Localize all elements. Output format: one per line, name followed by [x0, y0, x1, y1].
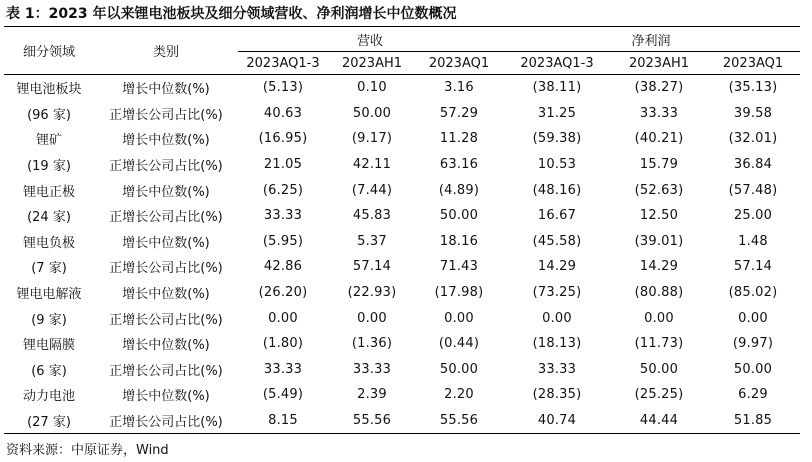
segment-cell: 锂电负极 [22, 235, 75, 251]
value-cell: 33.33 [352, 361, 392, 377]
value-cell: 0.00 [542, 310, 572, 326]
table-row [4, 152, 800, 178]
value-cell: 42.11 [352, 157, 392, 173]
value-cell: (4.89) [438, 182, 480, 198]
segment-cell: 锂电池板块 [16, 82, 82, 98]
segment-cell: 动力电池 [22, 389, 75, 405]
table-row [4, 177, 800, 203]
value-cell: 12.50 [639, 208, 679, 224]
value-cell: (28.35) [532, 387, 582, 403]
header-net-profit: 净利润 [502, 27, 800, 52]
value-cell: 45.83 [352, 208, 392, 224]
value-cell: (32.01) [728, 131, 778, 147]
value-cell: 57.14 [352, 259, 392, 275]
segment-cell: 锂电正极 [22, 184, 75, 200]
value-cell: 63.16 [439, 157, 479, 173]
value-cell: 5.37 [357, 233, 387, 249]
header-period: 2023AQ1 [428, 55, 490, 71]
value-cell: (5.49) [262, 387, 304, 403]
table-row [4, 305, 800, 331]
value-cell: (39.01) [634, 233, 684, 249]
value-cell: (11.73) [634, 336, 684, 352]
value-cell: (5.95) [262, 233, 304, 249]
header-period: 2023AH1 [628, 55, 690, 71]
value-cell: (16.95) [258, 131, 308, 147]
value-cell: (1.80) [262, 336, 304, 352]
category-cell: 增长中位数(%) [122, 184, 210, 200]
value-cell: 50.00 [639, 361, 679, 377]
category-cell: 增长中位数(%) [122, 287, 210, 303]
header-segment: 细分领域 [22, 45, 75, 60]
segment-cell: 锂电隔膜 [22, 338, 75, 354]
table-row [4, 203, 800, 229]
value-cell: (17.98) [434, 285, 484, 301]
header-category: 类别 [152, 45, 179, 60]
category-cell: 正增长公司占比(%) [109, 363, 223, 379]
value-cell: 0.10 [357, 80, 387, 96]
value-cell: 71.43 [439, 259, 479, 275]
table-row [4, 331, 800, 357]
table-row [4, 229, 800, 255]
value-cell: (57.48) [728, 182, 778, 198]
value-cell: (26.20) [258, 285, 308, 301]
value-cell: 15.79 [639, 157, 679, 173]
table-row [4, 382, 800, 408]
value-cell: 40.74 [537, 413, 577, 429]
value-cell: (45.58) [532, 233, 582, 249]
value-cell: (6.25) [262, 182, 304, 198]
segment-cell: (96 家) [27, 107, 71, 123]
value-cell: (18.13) [532, 336, 582, 352]
table-row [4, 408, 800, 434]
table-row [4, 126, 800, 152]
value-cell: 2.20 [444, 387, 474, 403]
table-row [4, 280, 800, 306]
value-cell: 18.16 [439, 233, 479, 249]
value-cell: (25.25) [634, 387, 684, 403]
value-cell: (5.13) [262, 80, 304, 96]
category-cell: 增长中位数(%) [122, 133, 210, 149]
value-cell: 55.56 [439, 413, 479, 429]
header-period: 2023AQ1-3 [520, 55, 594, 71]
segment-cell: 锂电电解液 [16, 287, 82, 303]
value-cell: 0.00 [268, 310, 298, 326]
value-cell: (52.63) [634, 182, 684, 198]
value-cell: 31.25 [537, 105, 577, 121]
value-cell: 0.00 [444, 310, 474, 326]
value-cell: 40.63 [263, 105, 303, 121]
value-cell: (80.88) [634, 285, 684, 301]
segment-cell: (6 家) [31, 363, 67, 379]
value-cell: 11.28 [439, 131, 479, 147]
value-cell: 44.44 [639, 413, 679, 429]
value-cell: 14.29 [537, 259, 577, 275]
value-cell: 51.85 [733, 413, 773, 429]
value-cell: 0.00 [644, 310, 674, 326]
value-cell: 57.29 [439, 105, 479, 121]
table-row [4, 75, 800, 101]
value-cell: 42.86 [263, 259, 303, 275]
value-cell: (1.36) [351, 336, 393, 352]
data-table [4, 26, 800, 434]
value-cell: (48.16) [532, 182, 582, 198]
value-cell: 36.84 [733, 157, 773, 173]
value-cell: (9.17) [351, 131, 393, 147]
value-cell: 1.48 [738, 233, 768, 249]
value-cell: (38.11) [532, 80, 582, 96]
category-cell: 正增长公司占比(%) [109, 159, 223, 175]
value-cell: 50.00 [733, 361, 773, 377]
header-period: 2023AQ1-3 [246, 55, 320, 71]
header-period: 2023AH1 [341, 55, 403, 71]
value-cell: 21.05 [263, 157, 303, 173]
value-cell: (0.44) [438, 336, 480, 352]
value-cell: 33.33 [263, 208, 303, 224]
value-cell: 0.00 [738, 310, 768, 326]
value-cell: 33.33 [639, 105, 679, 121]
table-body [4, 75, 800, 434]
value-cell: 50.00 [352, 105, 392, 121]
value-cell: 55.56 [352, 413, 392, 429]
value-cell: 8.15 [268, 413, 298, 429]
value-cell: 14.29 [639, 259, 679, 275]
table-title: 表 1：2023 年以来锂电池板块及细分领域营收、净利润增长中位数概况 [6, 6, 457, 22]
category-cell: 增长中位数(%) [122, 235, 210, 251]
header-period: 2023AQ1 [722, 55, 784, 71]
value-cell: 33.33 [263, 361, 303, 377]
table-row [4, 101, 800, 127]
segment-cell: (24 家) [27, 210, 71, 226]
value-cell: 10.53 [537, 157, 577, 173]
category-cell: 增长中位数(%) [122, 82, 210, 98]
segment-cell: 锂矿 [35, 133, 62, 149]
value-cell: (73.25) [532, 285, 582, 301]
value-cell: (85.02) [728, 285, 778, 301]
value-cell: (59.38) [532, 131, 582, 147]
segment-cell: (7 家) [31, 261, 67, 277]
category-cell: 正增长公司占比(%) [109, 415, 223, 431]
value-cell: 50.00 [439, 208, 479, 224]
value-cell: (38.27) [634, 80, 684, 96]
segment-cell: (27 家) [27, 415, 71, 431]
value-cell: 3.16 [444, 80, 474, 96]
category-cell: 正增长公司占比(%) [109, 261, 223, 277]
table-row [4, 254, 800, 280]
segment-cell: (19 家) [27, 159, 71, 175]
value-cell: 57.14 [733, 259, 773, 275]
category-cell: 正增长公司占比(%) [109, 210, 223, 226]
category-cell: 正增长公司占比(%) [109, 107, 223, 123]
value-cell: 33.33 [537, 361, 577, 377]
value-cell: (22.93) [347, 285, 397, 301]
header-revenue: 营收 [238, 27, 502, 52]
value-cell: 39.58 [733, 105, 773, 121]
value-cell: 25.00 [733, 208, 773, 224]
value-cell: 50.00 [439, 361, 479, 377]
category-cell: 正增长公司占比(%) [109, 312, 223, 328]
value-cell: 6.29 [738, 387, 768, 403]
value-cell: 0.00 [357, 310, 387, 326]
value-cell: (9.97) [732, 336, 774, 352]
value-cell: (40.21) [634, 131, 684, 147]
value-cell: 2.39 [357, 387, 387, 403]
header-row-top [4, 27, 800, 52]
segment-cell: (9 家) [31, 312, 67, 328]
table-row [4, 357, 800, 383]
category-cell: 增长中位数(%) [122, 389, 210, 405]
source-note: 资料来源：中原证券，Wind [6, 443, 169, 458]
value-cell: 16.67 [537, 208, 577, 224]
value-cell: (35.13) [728, 80, 778, 96]
value-cell: (7.44) [351, 182, 393, 198]
category-cell: 增长中位数(%) [122, 338, 210, 354]
